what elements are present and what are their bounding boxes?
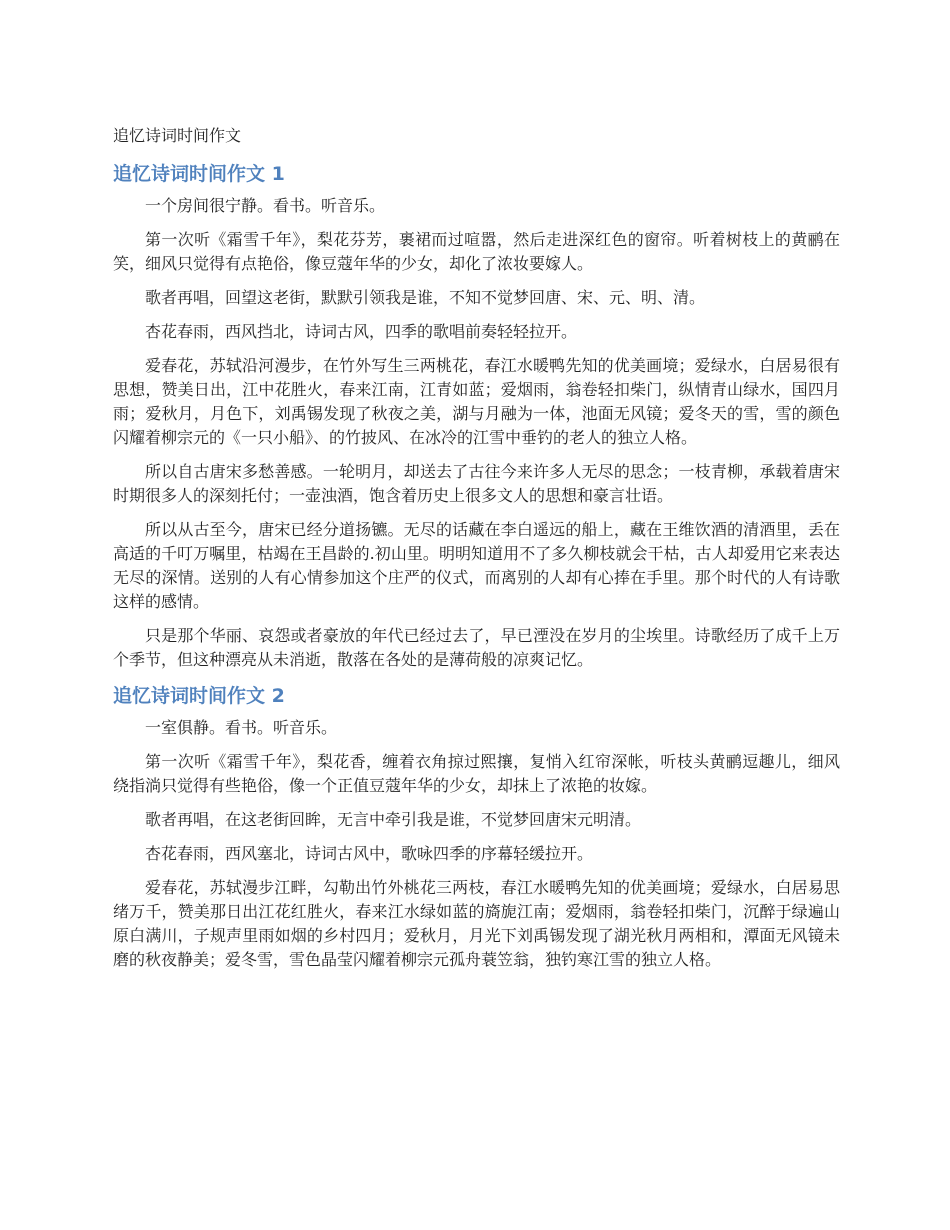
essay-section-2 [113,682,840,972]
essay-section-1 [113,160,840,672]
paragraph: 只是那个华丽、哀怨或者豪放的年代已经过去了，早已湮没在岁月的尘埃里。诗歌经历了成千上万个季节，但这种漂亮从未消逝，散落在各处的是薄荷般的凉爽记忆。 [113,626,840,669]
paragraph: 所以自古唐宋多愁善感。一轮明月，却送去了古往今来许多人无尽的思念；一枝青柳，承载着唐宋时期很多人的深刻托付；一壶浊酒，饱含着历史上很多文人的思想和豪言壮语。 [113,462,840,505]
paragraph: 爱春花，苏轼漫步江畔，勾勒出竹外桃花三两枝，春江水暖鸭先知的优美画境；爱绿水，白居易思绪万千，赞美那日出江花红胜火，春来江水绿如蓝的旖旎江南；爱烟雨，翁卷轻扣柴门，沉醉于绿遍山原白满川，子规声里雨如烟的乡村四月；爱秋月，月光下刘禹锡发现了湖光秋月两相和，潭面无风镜未磨的秋夜静美；爱冬雪，雪色晶莹闪耀着柳宗元孤舟蓑笠翁，独钓寒江雪的独立人格。 [113,878,840,969]
paragraph: 爱春花，苏轼沿河漫步，在竹外写生三两桃花，春江水暖鸭先知的优美画境；爱绿水，白居易很有思想，赞美日出，江中花胜火，春来江南，江青如蓝；爱烟雨，翁卷轻扣柴门，纵情青山绿水，国四月雨；爱秋月，月色下，刘禹锡发现了秋夜之美，湖与月融为一体，池面无风镜；爱冬天的雪，雪的颜色闪耀着柳宗元的《一只小船》、的竹披风、在冰冷的江雪中垂钓的老人的独立人格。 [113,356,840,447]
paragraph: 第一次听《霜雪千年》，梨花香，缠着衣角掠过熙攘，复悄入红帘深帐，听枝头黄鹂逗趣儿，细风绕指淌只觉得有些艳俗，像一个正值豆蔻年华的少女，却抹上了浓艳的妆嫁。 [113,752,840,795]
section-heading: 追忆诗词时间作文 2 [113,685,285,707]
paragraph: 所以从古至今，唐宋已经分道扬镳。无尽的话藏在李白遥远的船上，藏在王维饮酒的清酒里，丢在高适的千叮万嘱里，枯竭在王昌龄的.初山里。明明知道用不了多久柳枝就会干枯，古人却爱用它来表达无尽的深情。送别的人有心情参加这个庄严的仪式，而离别的人却有心捧在手里。那个时代的人有诗歌这样的感情。 [113,520,840,611]
paragraph: 一室俱静。看书。听音乐。 [145,718,338,737]
paragraph: 一个房间很宁静。看书。听音乐。 [145,196,386,215]
section-heading: 追忆诗词时间作文 1 [113,163,285,185]
paragraph: 歌者再唱，在这老街回眸，无言中牵引我是谁，不觉梦回唐宋元明清。 [145,810,642,829]
document-page [113,124,840,982]
paragraph: 杏花春雨，西风塞北，诗词古风中，歌咏四季的序幕轻缓拉开。 [145,844,594,863]
paragraph: 第一次听《霜雪千年》，梨花芬芳，裹裙而过喧嚣，然后走进深红色的窗帘。听着树枝上的黄鹂在笑，细风只觉得有点艳俗，像豆蔻年华的少女，却化了浓妆要嫁人。 [113,230,840,273]
paragraph: 杏花春雨，西风挡北，诗词古风，四季的歌唱前奏轻轻拉开。 [145,322,578,341]
paragraph: 歌者再唱，回望这老街，默默引领我是谁，不知不觉梦回唐、宋、元、明、清。 [145,288,706,307]
document-title: 追忆诗词时间作文 [113,126,242,145]
